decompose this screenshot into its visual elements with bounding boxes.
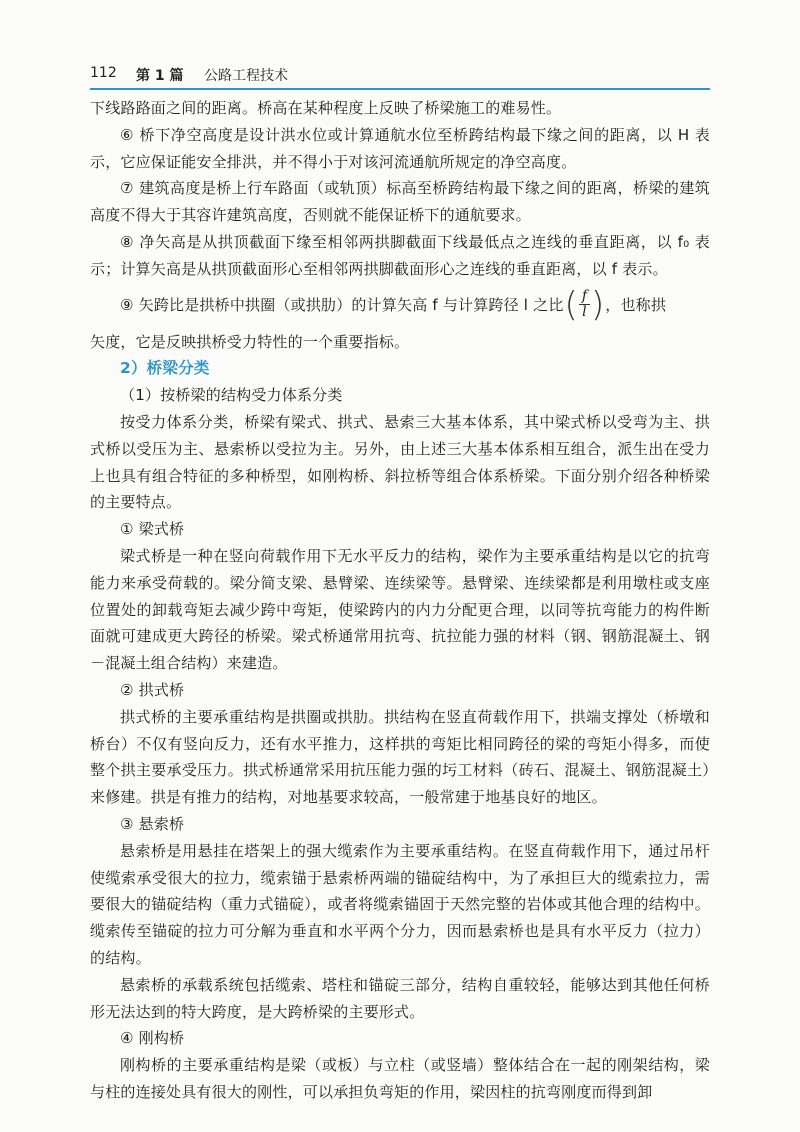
paragraph-construction-height: ⑦ 建筑高度是桥上行车路面（或轨顶）标高至桥跨结构最下缘之间的距离，桥梁的建筑高度不得大于其容许建筑高度，否则就不能保证桥下的通航要求。: [90, 179, 710, 225]
fraction-denominator: l: [582, 304, 587, 321]
item-heading-arch-bridge: ② 拱式桥: [120, 680, 185, 699]
right-paren: ): [591, 284, 605, 325]
paragraph-rise-span-cont: 矢度，它是反映拱桥受力特性的一个重要指标。: [90, 332, 410, 351]
chapter-label: 第 1 篇: [136, 68, 184, 84]
paragraph-rigid-frame: 刚构桥的主要承重结构是梁（或板）与立柱（或竖墙）整体结合在一起的刚架结构，梁与柱的连接处具有很大的刚性，可以承担负弯矩的作用，梁因柱的抗弯刚度而得到卸: [90, 1056, 710, 1101]
paragraph-beam-bridge: 梁式桥是一种在竖向荷载作用下无水平反力的结构，梁作为主要承重结构是以它的抗弯能力来承受荷载的。梁分简支梁、悬臂梁、连续梁等。悬臂梁、连续梁都是利用墩柱或支座位置处的卸载弯矩去减少跨中弯矩，使梁跨内的内力分配更合理，以同等抗弯能力的构件断面就可建成更大跨径的桥梁。梁式桥通常用抗弯、抗拉能力强的材料（钢、钢筋混凝土、钢－混凝土组合结构）来建造。: [90, 546, 710, 673]
rise-span-ratio-tail: ，也称拱: [605, 296, 667, 315]
item-heading-beam-bridge: ① 梁式桥: [120, 520, 185, 539]
rise-span-ratio-line: [90, 285, 710, 325]
paragraph-suspension-2: 悬索桥的承载系统包括缆索、塔柱和锚碇三部分，结构自重较轻，能够达到其他任何桥形无法达到的特大跨度，是大跨桥梁的主要形式。: [90, 975, 710, 1021]
subsection-heading-structural-system: （1）按桥梁的结构受力体系分类: [120, 386, 343, 405]
page-body: [90, 95, 710, 1106]
paragraph-arch-bridge: 拱式桥的主要承重结构是拱圈或拱肋。拱结构在竖直荷载作用下，拱端支撑处（桥墩和桥台）不仅有竖向反力，还有水平推力，这样拱的弯矩比相同跨径的梁的弯矩小得多，而使整个拱主要承受压力。拱式桥通常采用抗压能力强的圬工材料（砖石、混凝土、钢筋混凝土）来修建。拱是有推力的结构，对地基要求较高，一般常建于地基良好的地区。: [90, 707, 710, 807]
paragraph-rise: ⑧ 净矢高是从拱顶截面下缘至相邻两拱脚截面下线最低点之连线的垂直距离，以 f₀ 表示；计算矢高是从拱顶截面形心至相邻两拱脚截面形心之连线的垂直距离，以 f 表示。: [90, 232, 710, 278]
chapter-title: 公路工程技术: [204, 68, 288, 84]
page-header: [90, 62, 710, 90]
paragraph-clearance-height: ⑥ 桥下净空高度是设计洪水位或计算通航水位至桥跨结构最下缘之间的距离，以 H 表示，它应保证能安全排洪，并不得小于对该河流通航所规定的净空高度。: [90, 125, 710, 171]
item-heading-rigid-frame-bridge: ④ 刚构桥: [120, 1029, 185, 1048]
section-heading-bridge-classification: 2）桥梁分类: [120, 359, 210, 378]
fraction-f-over-l: [579, 289, 590, 320]
rise-span-ratio-text: ⑨ 矢跨比是拱桥中拱圈（或拱肋）的计算矢高 f 与计算跨径 l 之比: [120, 296, 564, 315]
paragraph-intro: 按受力体系分类，桥梁有梁式、拱式、悬索三大基本体系，其中梁式桥以受弯为主、拱式桥以受压为主、悬索桥以受拉为主。另外，由上述三大基本体系相互组合，派生出在受力上也具有组合特征的多种桥型，如刚构桥、斜拉桥等组合体系桥梁。下面分别介绍各种桥梁的主要特点。: [90, 412, 710, 512]
paragraph-continued: 下线路路面之间的距离。桥高在某种程度上反映了桥梁施工的难易性。: [90, 99, 562, 117]
paragraph-suspension-1: 悬索桥是用悬挂在塔架上的强大缆索作为主要承重结构。在竖直荷载作用下，通过吊杆使缆索承受很大的拉力，缆索锚于悬索桥两端的锚碇结构中，为了承担巨大的缆索拉力，需要很大的锚碇结构（重力式锚碇），或者将缆索锚固于天然完整的岩体或其他合理的结构中。缆索传至锚碇的拉力可分解为垂直和水平两个分力，因而悬索桥也是具有水平反力（拉力）的结构。: [90, 841, 710, 967]
fraction-numerator: f: [579, 289, 590, 305]
left-paren: (: [564, 284, 578, 325]
item-heading-suspension-bridge: ③ 悬索桥: [120, 814, 185, 833]
page-number: 112: [90, 65, 117, 81]
